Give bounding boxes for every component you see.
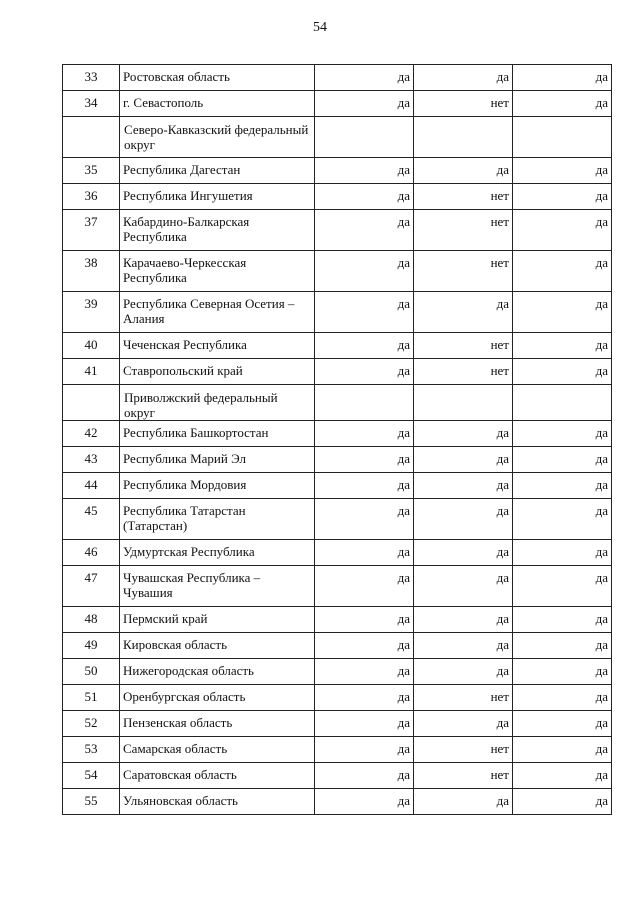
table-row xyxy=(63,184,612,210)
region-name-cell: Республика Марий Эл xyxy=(120,447,315,473)
value-cell-c: да xyxy=(513,789,612,815)
regions-table xyxy=(62,64,612,815)
row-number-cell: 50 xyxy=(63,659,120,685)
value-cell-a: да xyxy=(315,473,414,499)
row-number-cell: 45 xyxy=(63,499,120,540)
row-number-cell: 52 xyxy=(63,711,120,737)
value-cell-b: да xyxy=(414,421,513,447)
value-cell-b: да xyxy=(414,65,513,91)
value-cell-b: нет xyxy=(414,359,513,385)
value-cell-c: да xyxy=(513,421,612,447)
row-number-cell: 46 xyxy=(63,540,120,566)
value-cell-b: да xyxy=(414,607,513,633)
value-cell-c: да xyxy=(513,251,612,292)
row-number-cell: 53 xyxy=(63,737,120,763)
value-cell-a: да xyxy=(315,158,414,184)
region-name-cell: Республика Дагестан xyxy=(120,158,315,184)
region-name-cell: Оренбургская область xyxy=(120,685,315,711)
table-row xyxy=(63,421,612,447)
value-cell-c: да xyxy=(513,333,612,359)
value-cell-a: да xyxy=(315,737,414,763)
row-number-cell: 49 xyxy=(63,633,120,659)
value-cell-a: да xyxy=(315,65,414,91)
group-empty-cell xyxy=(414,117,513,158)
region-name-cell: Саратовская область xyxy=(120,763,315,789)
row-number-cell: 38 xyxy=(63,251,120,292)
value-cell-b: да xyxy=(414,789,513,815)
value-cell-c: да xyxy=(513,763,612,789)
group-empty-cell xyxy=(414,385,513,421)
region-name-cell: Республика Татарстан (Татарстан) xyxy=(120,499,315,540)
region-name-cell: Карачаево-Черкесская Республика xyxy=(120,251,315,292)
value-cell-c: да xyxy=(513,447,612,473)
group-name-cell: Приволжский федеральный округ xyxy=(120,385,315,421)
table-row xyxy=(63,251,612,292)
table-row xyxy=(63,737,612,763)
value-cell-c: да xyxy=(513,540,612,566)
region-name-cell: Самарская область xyxy=(120,737,315,763)
row-number-cell: 33 xyxy=(63,65,120,91)
value-cell-b: да xyxy=(414,633,513,659)
region-name-cell: Нижегородская область xyxy=(120,659,315,685)
row-number-cell: 40 xyxy=(63,333,120,359)
table-row xyxy=(63,711,612,737)
value-cell-c: да xyxy=(513,210,612,251)
region-name-cell: Ростовская область xyxy=(120,65,315,91)
value-cell-b: нет xyxy=(414,333,513,359)
region-name-cell: Ульяновская область xyxy=(120,789,315,815)
table-group-row xyxy=(63,385,612,421)
row-number-cell: 34 xyxy=(63,91,120,117)
value-cell-c: да xyxy=(513,685,612,711)
table-row xyxy=(63,763,612,789)
value-cell-c: да xyxy=(513,711,612,737)
region-name-cell: Республика Мордовия xyxy=(120,473,315,499)
value-cell-a: да xyxy=(315,566,414,607)
value-cell-c: да xyxy=(513,184,612,210)
row-number-cell: 51 xyxy=(63,685,120,711)
table-row xyxy=(63,685,612,711)
value-cell-b: да xyxy=(414,711,513,737)
value-cell-a: да xyxy=(315,659,414,685)
row-number-cell: 41 xyxy=(63,359,120,385)
value-cell-a: да xyxy=(315,333,414,359)
value-cell-c: да xyxy=(513,566,612,607)
value-cell-a: да xyxy=(315,447,414,473)
region-name-cell: Республика Ингушетия xyxy=(120,184,315,210)
value-cell-b: да xyxy=(414,499,513,540)
region-name-cell: Республика Северная Осетия – Алания xyxy=(120,292,315,333)
table-row xyxy=(63,292,612,333)
table-row xyxy=(63,499,612,540)
value-cell-b: нет xyxy=(414,184,513,210)
value-cell-b: да xyxy=(414,447,513,473)
row-number-cell: 42 xyxy=(63,421,120,447)
table-row xyxy=(63,789,612,815)
table-row xyxy=(63,659,612,685)
value-cell-b: нет xyxy=(414,91,513,117)
table-row xyxy=(63,65,612,91)
value-cell-c: да xyxy=(513,659,612,685)
region-name-cell: Пермский край xyxy=(120,607,315,633)
value-cell-a: да xyxy=(315,421,414,447)
table-row xyxy=(63,607,612,633)
table-row xyxy=(63,540,612,566)
value-cell-c: да xyxy=(513,91,612,117)
value-cell-c: да xyxy=(513,633,612,659)
table-row xyxy=(63,333,612,359)
value-cell-a: да xyxy=(315,251,414,292)
group-empty-cell xyxy=(315,117,414,158)
row-number-cell: 54 xyxy=(63,763,120,789)
regions-table-body xyxy=(63,65,612,815)
value-cell-b: да xyxy=(414,473,513,499)
group-empty-cell xyxy=(315,385,414,421)
row-number-cell: 39 xyxy=(63,292,120,333)
value-cell-c: да xyxy=(513,158,612,184)
value-cell-b: да xyxy=(414,540,513,566)
table-row xyxy=(63,91,612,117)
table-row xyxy=(63,359,612,385)
value-cell-a: да xyxy=(315,607,414,633)
value-cell-b: да xyxy=(414,659,513,685)
value-cell-b: нет xyxy=(414,685,513,711)
region-name-cell: Кабардино-Балкарская Республика xyxy=(120,210,315,251)
region-name-cell: Удмуртская Республика xyxy=(120,540,315,566)
value-cell-b: да xyxy=(414,158,513,184)
value-cell-b: нет xyxy=(414,737,513,763)
row-number-cell: 36 xyxy=(63,184,120,210)
value-cell-c: да xyxy=(513,499,612,540)
row-number-cell: 43 xyxy=(63,447,120,473)
region-name-cell: Республика Башкортостан xyxy=(120,421,315,447)
value-cell-c: да xyxy=(513,359,612,385)
region-name-cell: Чувашская Республика – Чувашия xyxy=(120,566,315,607)
group-empty-cell xyxy=(513,117,612,158)
group-name-cell: Северо-Кавказский федеральный округ xyxy=(120,117,315,158)
group-num-cell xyxy=(63,117,120,158)
value-cell-b: нет xyxy=(414,763,513,789)
value-cell-a: да xyxy=(315,91,414,117)
table-row xyxy=(63,633,612,659)
value-cell-c: да xyxy=(513,737,612,763)
value-cell-a: да xyxy=(315,540,414,566)
value-cell-b: да xyxy=(414,292,513,333)
value-cell-a: да xyxy=(315,711,414,737)
region-name-cell: г. Севастополь xyxy=(120,91,315,117)
table-row xyxy=(63,158,612,184)
value-cell-a: да xyxy=(315,789,414,815)
value-cell-b: нет xyxy=(414,251,513,292)
row-number-cell: 37 xyxy=(63,210,120,251)
table-row xyxy=(63,566,612,607)
row-number-cell: 44 xyxy=(63,473,120,499)
row-number-cell: 47 xyxy=(63,566,120,607)
row-number-cell: 35 xyxy=(63,158,120,184)
region-name-cell: Чеченская Республика xyxy=(120,333,315,359)
value-cell-a: да xyxy=(315,685,414,711)
value-cell-b: нет xyxy=(414,210,513,251)
region-name-cell: Ставропольский край xyxy=(120,359,315,385)
row-number-cell: 48 xyxy=(63,607,120,633)
value-cell-c: да xyxy=(513,473,612,499)
region-name-cell: Кировская область xyxy=(120,633,315,659)
value-cell-a: да xyxy=(315,499,414,540)
value-cell-c: да xyxy=(513,607,612,633)
group-empty-cell xyxy=(513,385,612,421)
value-cell-b: да xyxy=(414,566,513,607)
value-cell-c: да xyxy=(513,292,612,333)
table-row xyxy=(63,210,612,251)
value-cell-a: да xyxy=(315,292,414,333)
region-name-cell: Пензенская область xyxy=(120,711,315,737)
row-number-cell: 55 xyxy=(63,789,120,815)
table-row xyxy=(63,473,612,499)
value-cell-a: да xyxy=(315,763,414,789)
table-row xyxy=(63,447,612,473)
page-number: 54 xyxy=(313,20,327,35)
value-cell-a: да xyxy=(315,633,414,659)
value-cell-a: да xyxy=(315,210,414,251)
value-cell-a: да xyxy=(315,359,414,385)
group-num-cell xyxy=(63,385,120,421)
value-cell-a: да xyxy=(315,184,414,210)
value-cell-c: да xyxy=(513,65,612,91)
table-group-row xyxy=(63,117,612,158)
